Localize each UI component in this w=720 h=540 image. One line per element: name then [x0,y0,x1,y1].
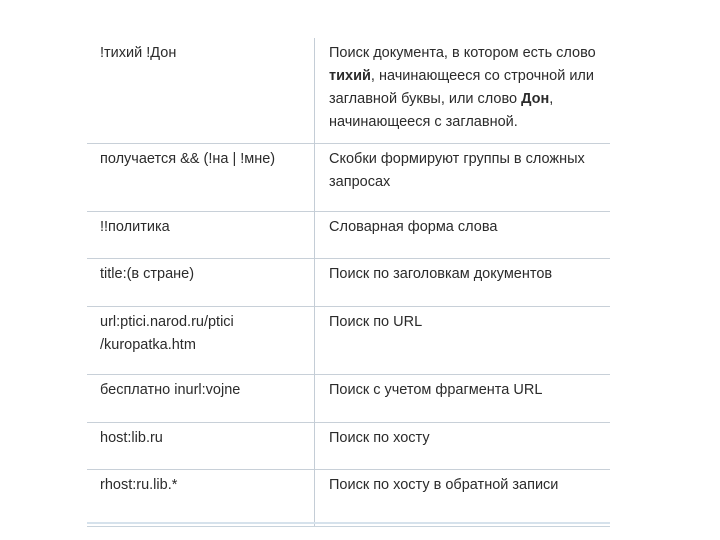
description-text: Поиск документа, в котором есть слово [329,45,596,61]
description-text: Скобки формируют группы в сложных запросах [329,151,585,190]
description-cell [315,259,610,306]
query-text: rhost:ru.lib.* [100,477,178,493]
query-text: !!политика [100,219,170,235]
query-text: host:lib.ru [100,430,163,446]
query-text: /kuropatka.htm [100,337,196,353]
query-cell [87,212,315,258]
description-text: Словарная форма слова [329,219,498,235]
query-cell [87,423,315,469]
query-cell [87,144,315,211]
keyword-bold: Дон [521,91,550,107]
table-row [87,259,610,307]
query-cell [87,307,315,374]
table-row [87,144,610,212]
query-text: title:(в стране) [100,266,195,282]
description-cell [315,307,610,374]
description-cell [315,144,610,211]
table-row [87,375,610,423]
query-cell [87,375,315,422]
query-text: получается && (!на | !мне) [100,151,276,167]
description-cell [315,38,610,143]
description-text: , начинающееся со строчной или заглавной буквы, или слово [329,68,594,107]
table-bottom-rule [87,522,610,524]
table-row [87,38,610,144]
description-text: Поиск с учетом фрагмента URL [329,382,543,398]
query-text: url:ptici.narod.ru/ptici [100,314,234,330]
query-text: бесплатно inurl:vojne [100,382,241,398]
search-operators-table [87,38,610,527]
query-text: !тихий !Дон [100,45,177,61]
description-cell [315,470,610,526]
description-cell [315,375,610,422]
query-cell [87,38,315,143]
query-cell [87,259,315,306]
description-text: Поиск по хосту в обратной записи [329,477,559,493]
table-row [87,470,610,526]
description-text: Поиск по URL [329,314,423,330]
description-text: , начинающееся с заглавной. [329,91,554,130]
table-row [87,212,610,259]
description-cell [315,212,610,258]
query-cell [87,470,315,526]
table-row [87,423,610,470]
description-cell [315,423,610,469]
description-text: Поиск по заголовкам документов [329,266,553,282]
description-text: Поиск по хосту [329,430,430,446]
keyword-bold: тихий [329,68,371,84]
table-row [87,307,610,375]
